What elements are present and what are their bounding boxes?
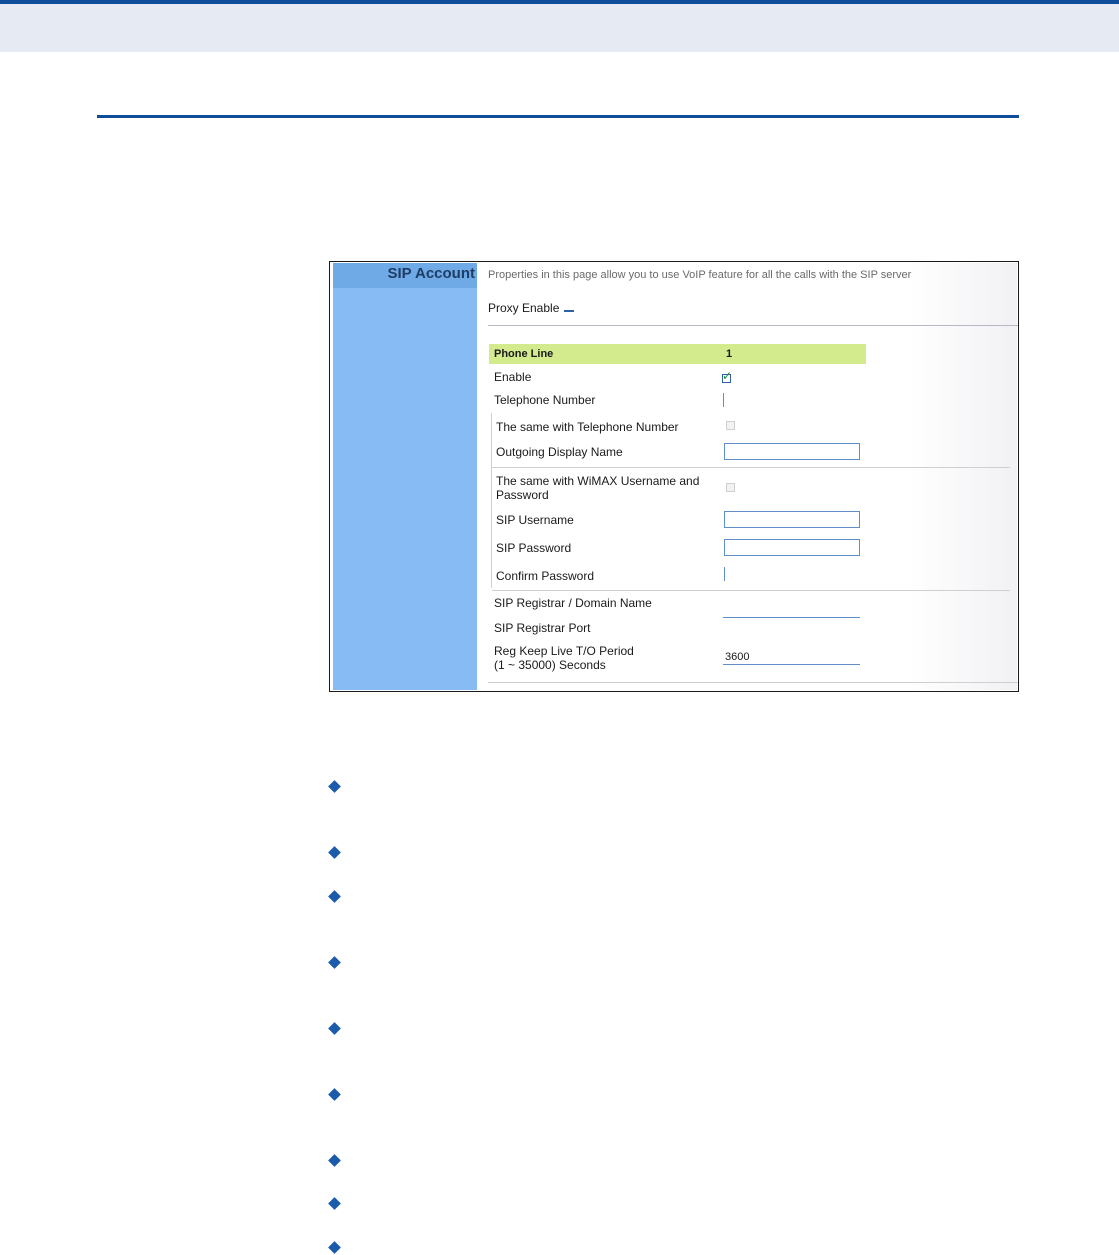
proxy-enable-checkbox[interactable] bbox=[564, 304, 574, 312]
section-rule bbox=[97, 115, 1019, 118]
outgoing-display-label: Outgoing Display Name bbox=[496, 445, 623, 459]
sip-account-panel bbox=[478, 263, 1017, 690]
enable-label: Enable bbox=[494, 370, 532, 384]
divider bbox=[492, 590, 1010, 591]
bullet-icon bbox=[328, 780, 341, 793]
sip-username-input[interactable] bbox=[724, 511, 860, 528]
group-border bbox=[491, 413, 492, 588]
same-wimax-label-line2: Password bbox=[496, 488, 549, 502]
sip-account-screenshot bbox=[329, 261, 1019, 692]
sip-password-input[interactable] bbox=[724, 539, 860, 556]
registrar-domain-input[interactable] bbox=[723, 604, 860, 618]
phone-line-label: Phone Line bbox=[494, 348, 554, 360]
same-telephone-label: The same with Telephone Number bbox=[496, 420, 679, 434]
page-description: Properties in this page allow you to use VoIP feature for all the calls with the SIP server bbox=[488, 269, 912, 281]
phone-line-value: 1 bbox=[726, 348, 733, 360]
bullet-icon bbox=[328, 890, 341, 903]
bullet-icon bbox=[328, 1088, 341, 1101]
confirm-password-label: Confirm Password bbox=[496, 569, 595, 583]
divider bbox=[488, 325, 1018, 326]
same-wimax-label-line1: The same with WiMAX Username and bbox=[496, 474, 700, 488]
telephone-number-input[interactable] bbox=[723, 393, 725, 407]
telephone-number-label: Telephone Number bbox=[494, 393, 596, 407]
sidebar-title: SIP Account bbox=[333, 263, 477, 288]
divider bbox=[492, 467, 1010, 468]
phone-line-header bbox=[489, 344, 866, 364]
bullet-icon bbox=[328, 956, 341, 969]
outgoing-display-input[interactable] bbox=[724, 443, 860, 460]
bullet-icon bbox=[328, 1197, 341, 1210]
reg-keep-input[interactable]: 3600 bbox=[723, 651, 860, 665]
sidebar bbox=[333, 263, 477, 690]
same-wimax-checkbox[interactable] bbox=[726, 483, 735, 492]
bullet-icon bbox=[328, 846, 341, 859]
reg-keep-label-line1: Reg Keep Live T/O Period bbox=[494, 644, 634, 658]
proxy-enable-row bbox=[488, 300, 574, 316]
bullet-icon bbox=[328, 1154, 341, 1167]
enable-checkbox[interactable] bbox=[722, 374, 731, 383]
reg-keep-label-line2: (1 ~ 35000) Seconds bbox=[494, 658, 606, 672]
sip-username-label: SIP Username bbox=[496, 513, 574, 527]
bullet-icon bbox=[328, 1022, 341, 1035]
sip-password-label: SIP Password bbox=[496, 541, 572, 555]
page-header-band bbox=[0, 0, 1119, 52]
registrar-domain-label: SIP Registrar / Domain Name bbox=[494, 596, 652, 610]
proxy-enable-label: Proxy Enable bbox=[488, 301, 560, 315]
confirm-password-input[interactable] bbox=[724, 567, 726, 581]
registrar-port-label: SIP Registrar Port bbox=[494, 621, 591, 635]
divider bbox=[488, 682, 1018, 683]
same-telephone-checkbox[interactable] bbox=[726, 421, 735, 430]
bullet-icon bbox=[328, 1241, 341, 1254]
